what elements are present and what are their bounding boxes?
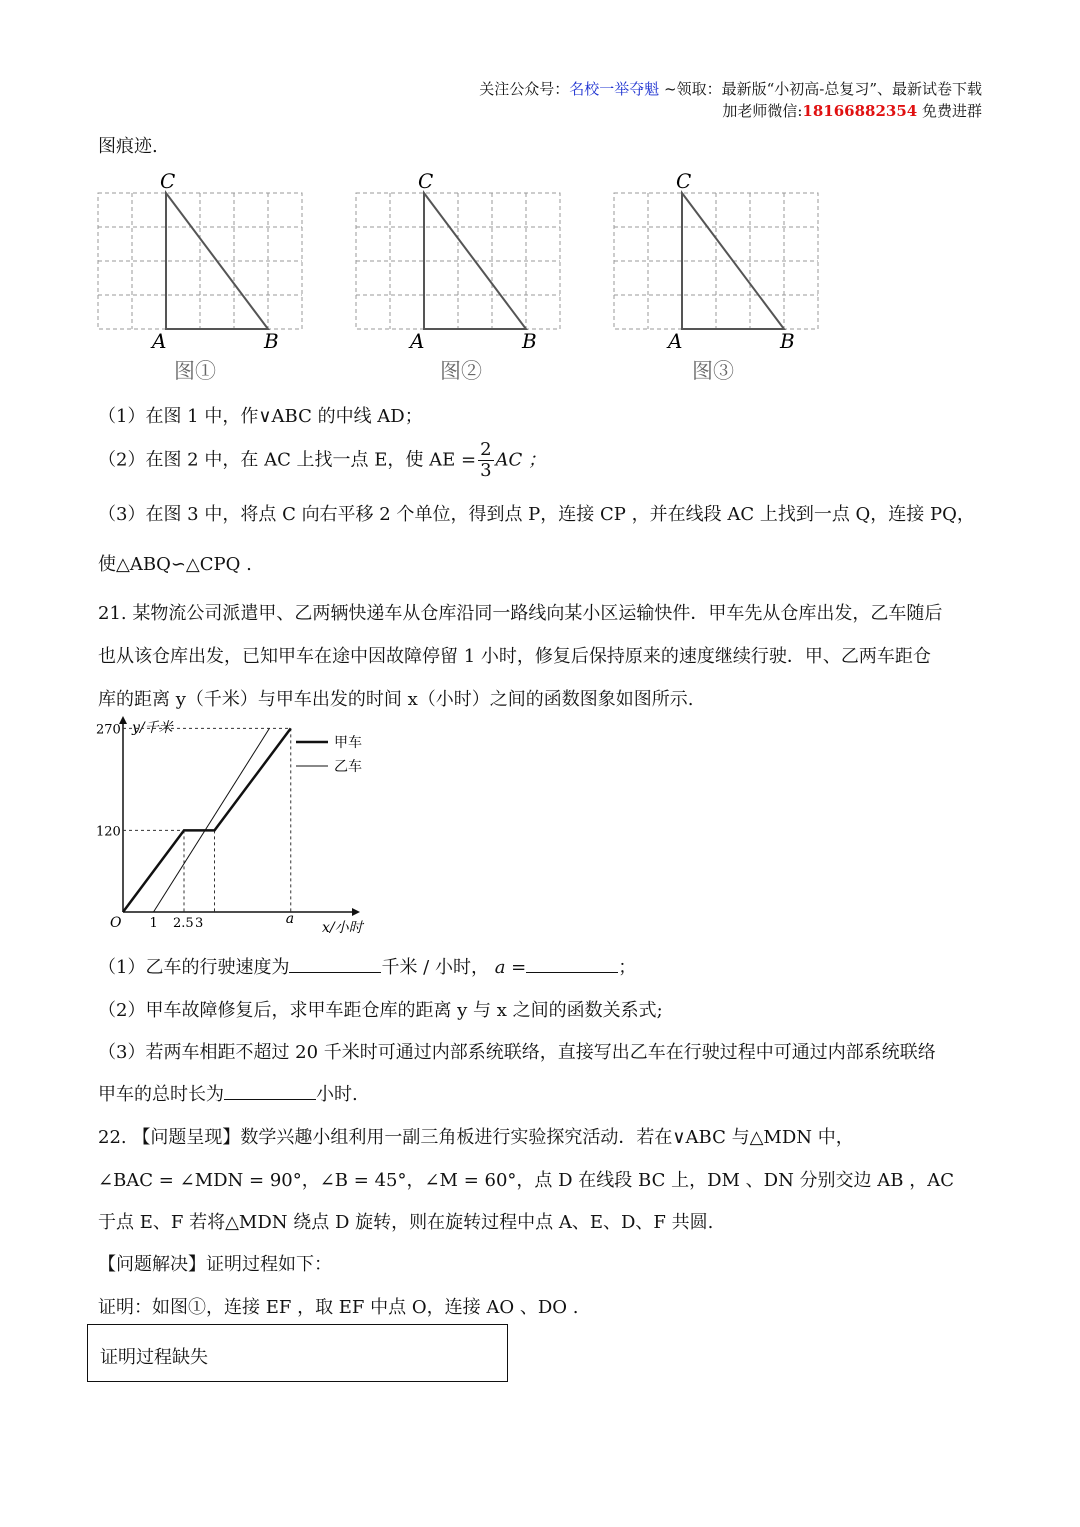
q20-figures	[90, 168, 830, 388]
q21-sub-2: （2）甲车故障修复后，求甲车距仓库的距离 y 与 x 之间的函数关系式;	[98, 1000, 663, 1021]
missing-proof-text: 证明过程缺失	[100, 1347, 208, 1368]
fig2-caption: 图②	[440, 359, 482, 383]
teacher-phone: 18166882354	[802, 102, 918, 120]
x-tick-2-5: 2.5	[173, 916, 194, 931]
missing-proof-box	[87, 1324, 508, 1382]
q22-line-4: 【问题解决】证明过程如下：	[98, 1254, 332, 1275]
header-line-2: 加老师微信:18166882354 免费进群	[722, 102, 982, 120]
legend-label-jia: 甲车	[334, 735, 362, 751]
q20-intro-tail: 图痕迹.	[98, 136, 158, 157]
figure-2	[356, 169, 560, 383]
q20-part-1: （1）在图 1 中，作∨ABC 的中线 AD；	[98, 406, 423, 427]
legend-label-yi: 乙车	[334, 759, 362, 775]
y-tick-120: 120	[96, 824, 121, 840]
q22-line-1: 22. 【问题呈现】数学兴趣小组利用一副三角板进行实验探究活动．若在∨ABC 与△MDN 中，	[98, 1127, 854, 1148]
q20-part-3-cont: 使△ABQ∽△CPQ .	[98, 554, 252, 575]
answer-blank-time[interactable]	[224, 1083, 316, 1100]
fig1-label-a: A	[152, 329, 167, 353]
answer-blank-speed[interactable]	[289, 956, 381, 973]
y-tick-270: 270	[96, 722, 121, 738]
q21-distance-time-chart	[90, 712, 390, 940]
q21-line-3: 库的距离 y（千米）与甲车出发的时间 x（小时）之间的函数图象如图所示.	[98, 689, 694, 710]
figure-1	[98, 169, 302, 383]
series-yi-line	[154, 728, 270, 912]
fig3-label-a: A	[668, 329, 683, 353]
q21-line-1: 21. 某物流公司派遣甲、乙两辆快递车从仓库沿同一路线向某小区运输快件．甲车先从仓库出发，乙车随后	[98, 603, 943, 624]
fig2-label-c: C	[418, 169, 434, 193]
brand-name: 名校一举夺魁	[569, 80, 660, 98]
fig2-label-b: B	[522, 329, 537, 353]
x-tick-1: 1	[149, 916, 158, 931]
fig3-label-b: B	[780, 329, 795, 353]
series-jia-line	[123, 728, 291, 912]
q21-line-2: 也从该仓库出发，已知甲车在途中因故障停留 1 小时，修复后保持原来的速度继续行驶．甲、乙两车距仓	[98, 646, 931, 667]
fig1-caption: 图①	[174, 359, 216, 383]
figure-3	[614, 169, 818, 383]
x-tick-a: a	[285, 911, 295, 927]
fig1-label-b: B	[264, 329, 279, 353]
fig3-caption: 图③	[692, 359, 734, 383]
x-axis-arrow	[352, 908, 360, 916]
answer-blank-a[interactable]	[526, 956, 618, 973]
fraction-two-thirds: $\frac{2}{3}$	[480, 439, 492, 481]
q21-sub-3-cont: 甲车的总时长为 小时.	[98, 1084, 358, 1105]
x-tick-origin: O	[110, 915, 122, 931]
header-line-1: 关注公众号：名校一举夺魁 ~领取：最新版“小初高-总复习”、最新试卷下载	[479, 80, 982, 98]
fig2-label-a: A	[410, 329, 425, 353]
y-axis-label: y/千米	[132, 720, 173, 736]
x-axis-label: x/小时	[322, 920, 363, 936]
q20-part-2: （2）在图 2 中，在 AC 上找一点 E，使 AE = $\frac{2}{3}$ AC ；	[98, 439, 547, 481]
q22-line-5: 证明：如图①，连接 EF ，取 EF 中点 O，连接 AO 、DO .	[98, 1297, 579, 1318]
q22-line-2: ∠BAC = ∠MDN = 90°，∠B = 45°，∠M = 60°，点 D 在线段 BC 上，DM 、DN 分别交边 AB ，AC	[98, 1170, 954, 1191]
fig3-label-c: C	[676, 169, 692, 193]
fig1-label-c: C	[160, 169, 176, 193]
q20-part-3: （3）在图 3 中，将点 C 向右平移 2 个单位，得到点 P，连接 CP ，并在线段 AC 上找到一点 Q，连接 PQ，	[98, 504, 975, 525]
x-tick-3: 3	[195, 916, 204, 931]
q22-line-3: 于点 E、F 若将△MDN 绕点 D 旋转，则在旋转过程中点 A、E、D、F 共圆.	[98, 1212, 714, 1233]
q21-sub-3: （3）若两车相距不超过 20 千米时可通过内部系统联络，直接写出乙车在行驶过程中可通过内部系统联络	[98, 1042, 936, 1063]
q21-sub-1: （1）乙车的行驶速度为 千米 / 小时， a = ；	[98, 957, 637, 978]
